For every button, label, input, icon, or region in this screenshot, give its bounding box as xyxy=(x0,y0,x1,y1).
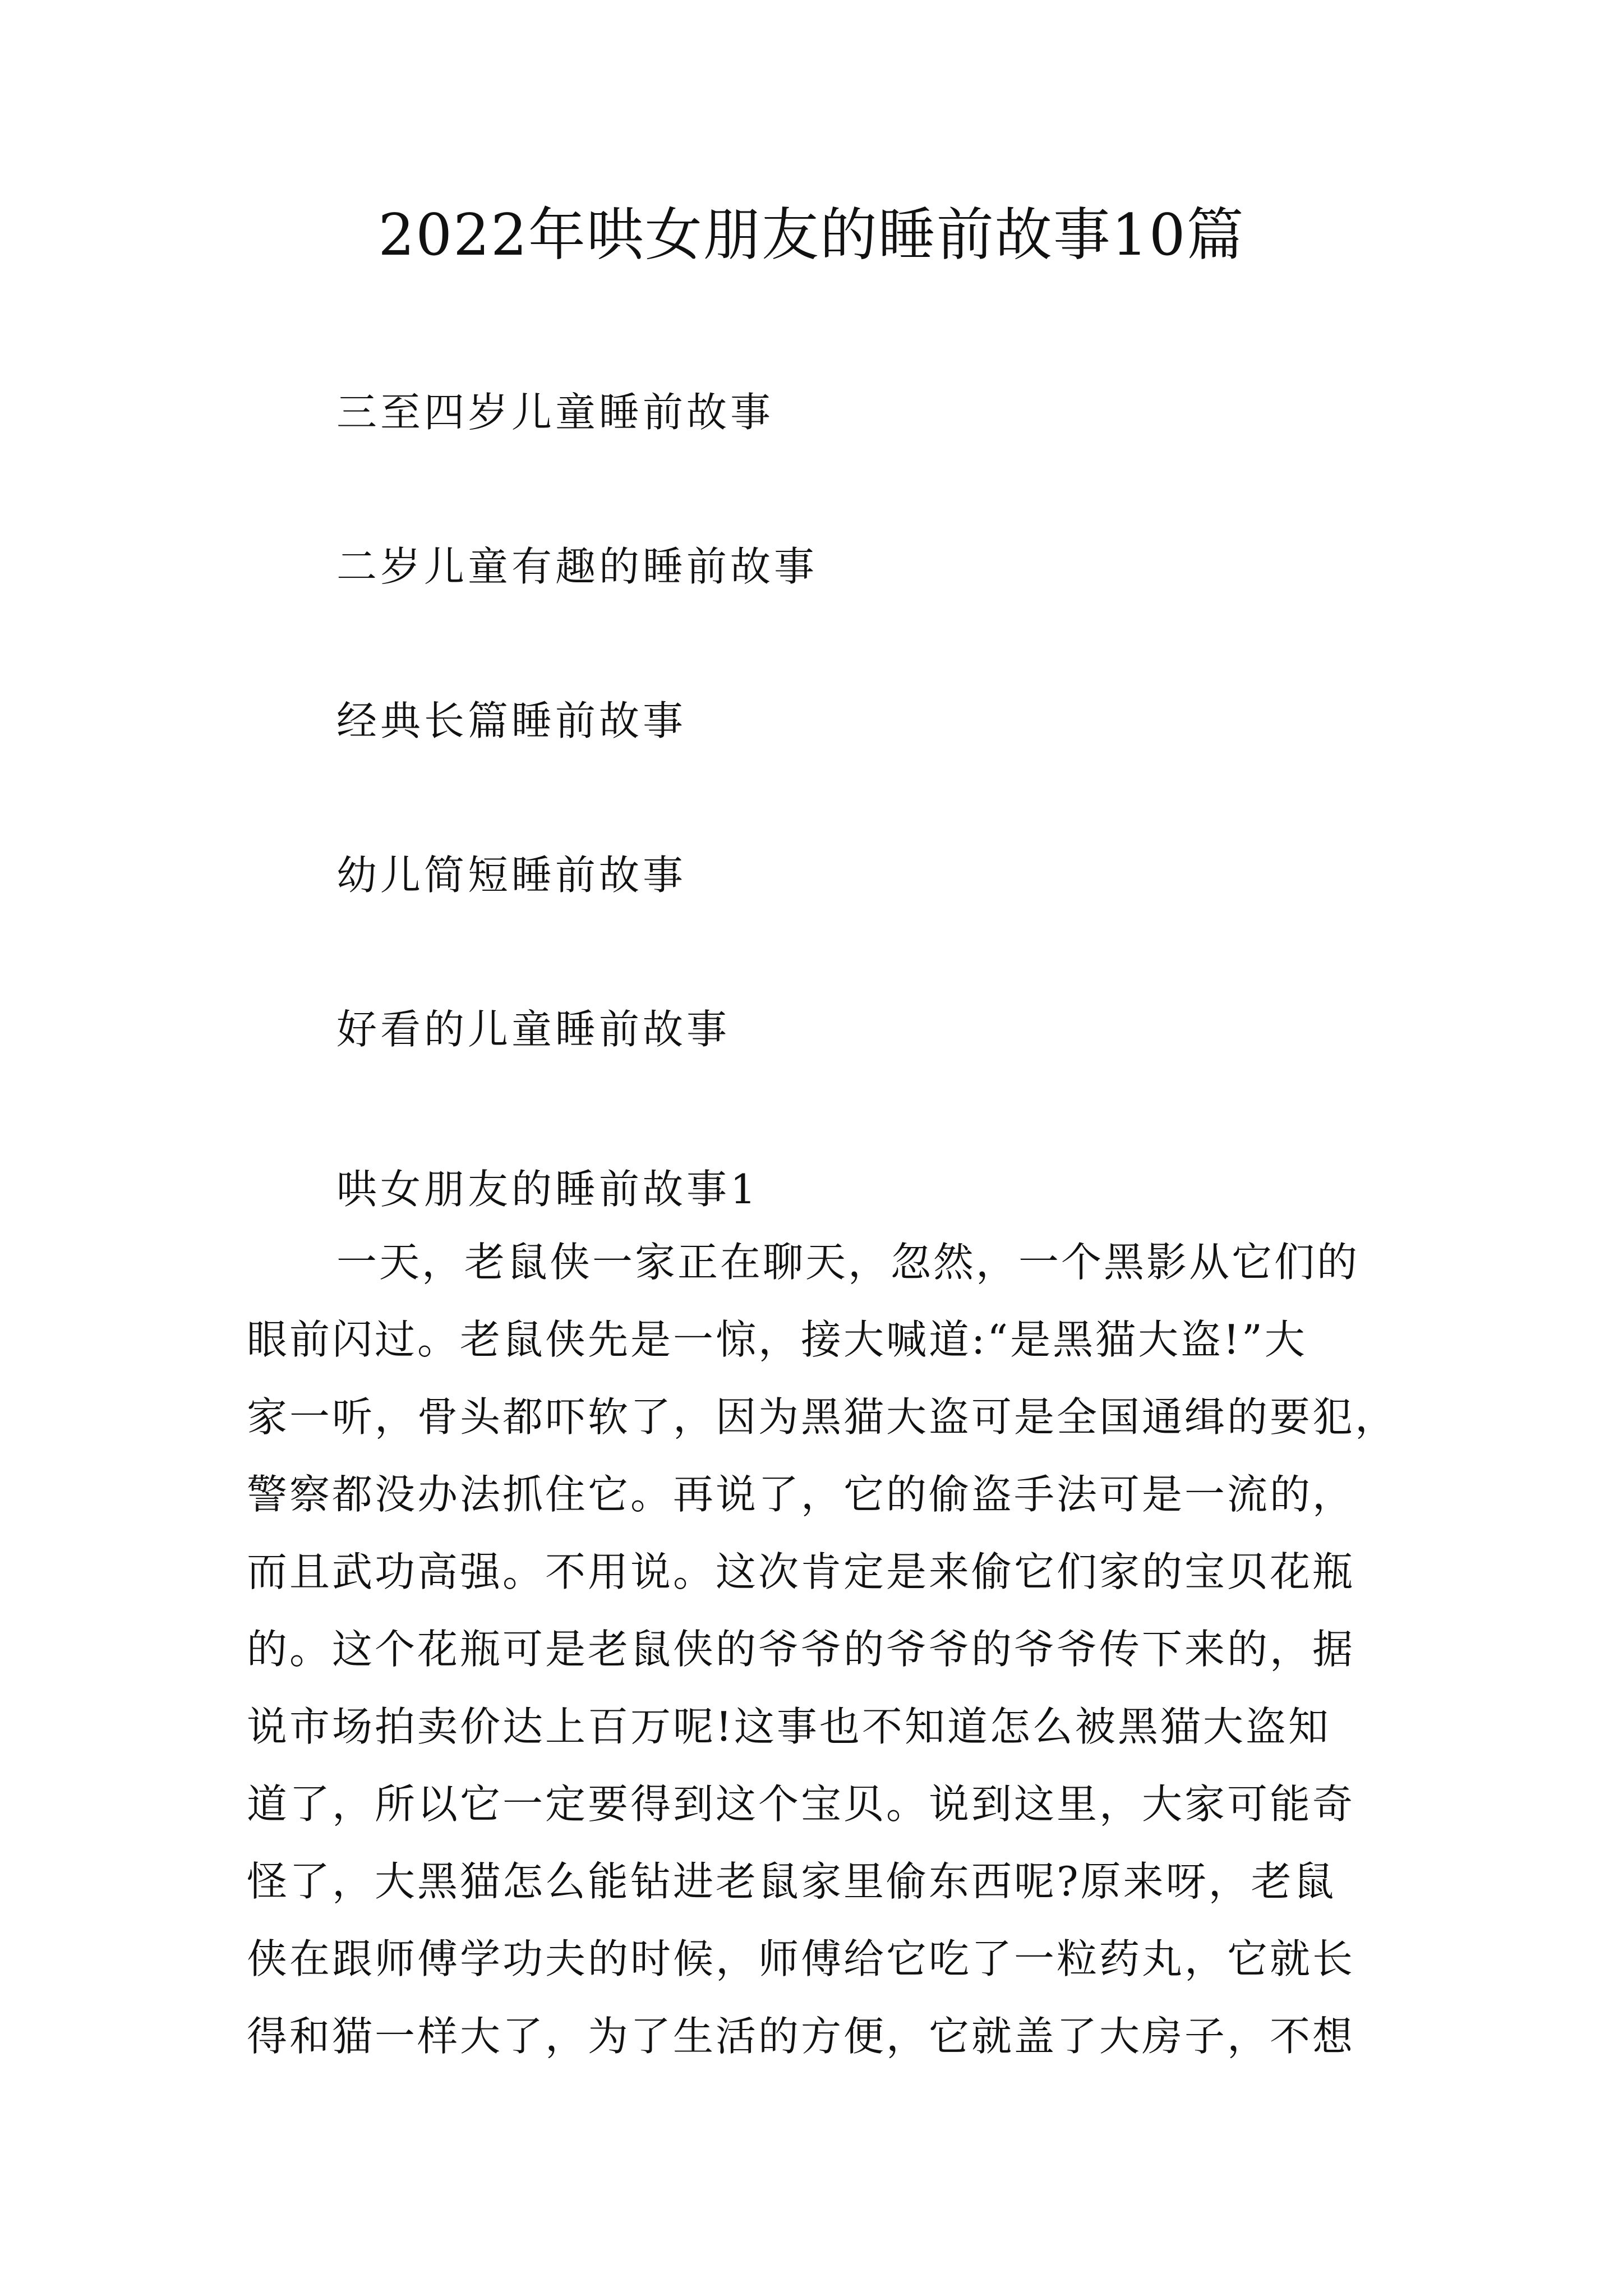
story-line: 说市场拍卖价达上百万呢!这事也不知道怎么被黑猫大盗知 xyxy=(247,1703,1331,1750)
story-line: 而且武功高强。不用说。这次肯定是来偷它们家的宝贝花瓶 xyxy=(247,1548,1355,1595)
story-line: 警察都没办法抓住它。再说了，它的偷盗手法可是一流的， xyxy=(247,1471,1355,1518)
story-heading: 哄女朋友的睡前故事1 xyxy=(336,1166,759,1213)
story-line: 侠在跟师傅学功夫的时候，师傅给它吃了一粒药丸，它就长 xyxy=(247,1935,1355,1982)
story-line: 的。这个花瓶可是老鼠侠的爷爷的爷爷的爷爷传下来的，据 xyxy=(247,1626,1355,1673)
toc-item: 二岁儿童有趣的睡前故事 xyxy=(336,543,818,590)
toc-item: 幼儿简短睡前故事 xyxy=(336,852,687,899)
story-line: 道了，所以它一定要得到这个宝贝。说到这里，大家可能奇 xyxy=(247,1780,1355,1828)
toc-item: 好看的儿童睡前故事 xyxy=(336,1006,731,1053)
story-line: 怪了，大黑猫怎么能钻进老鼠家里偷东西呢?原来呀，老鼠 xyxy=(247,1858,1336,1905)
toc-item: 三至四岁儿童睡前故事 xyxy=(336,389,774,436)
document-title: 2022年哄女朋友的睡前故事10篇 xyxy=(378,202,1245,269)
story-line: 家一听，骨头都吓软了，因为黑猫大盗可是全国通缉的要犯， xyxy=(247,1393,1398,1441)
story-body xyxy=(247,1237,1398,2088)
toc-item: 经典长篇睡前故事 xyxy=(336,697,687,744)
story-line: 得和猫一样大了，为了生活的方便，它就盖了大房子，不想 xyxy=(247,2013,1355,2060)
story-line: 眼前闪过。老鼠侠先是一惊，接大喊道:“是黑猫大盗!”大 xyxy=(247,1316,1307,1363)
story-line: 一天，老鼠侠一家正在聊天，忽然，一个黑影从它们的 xyxy=(336,1239,1360,1286)
